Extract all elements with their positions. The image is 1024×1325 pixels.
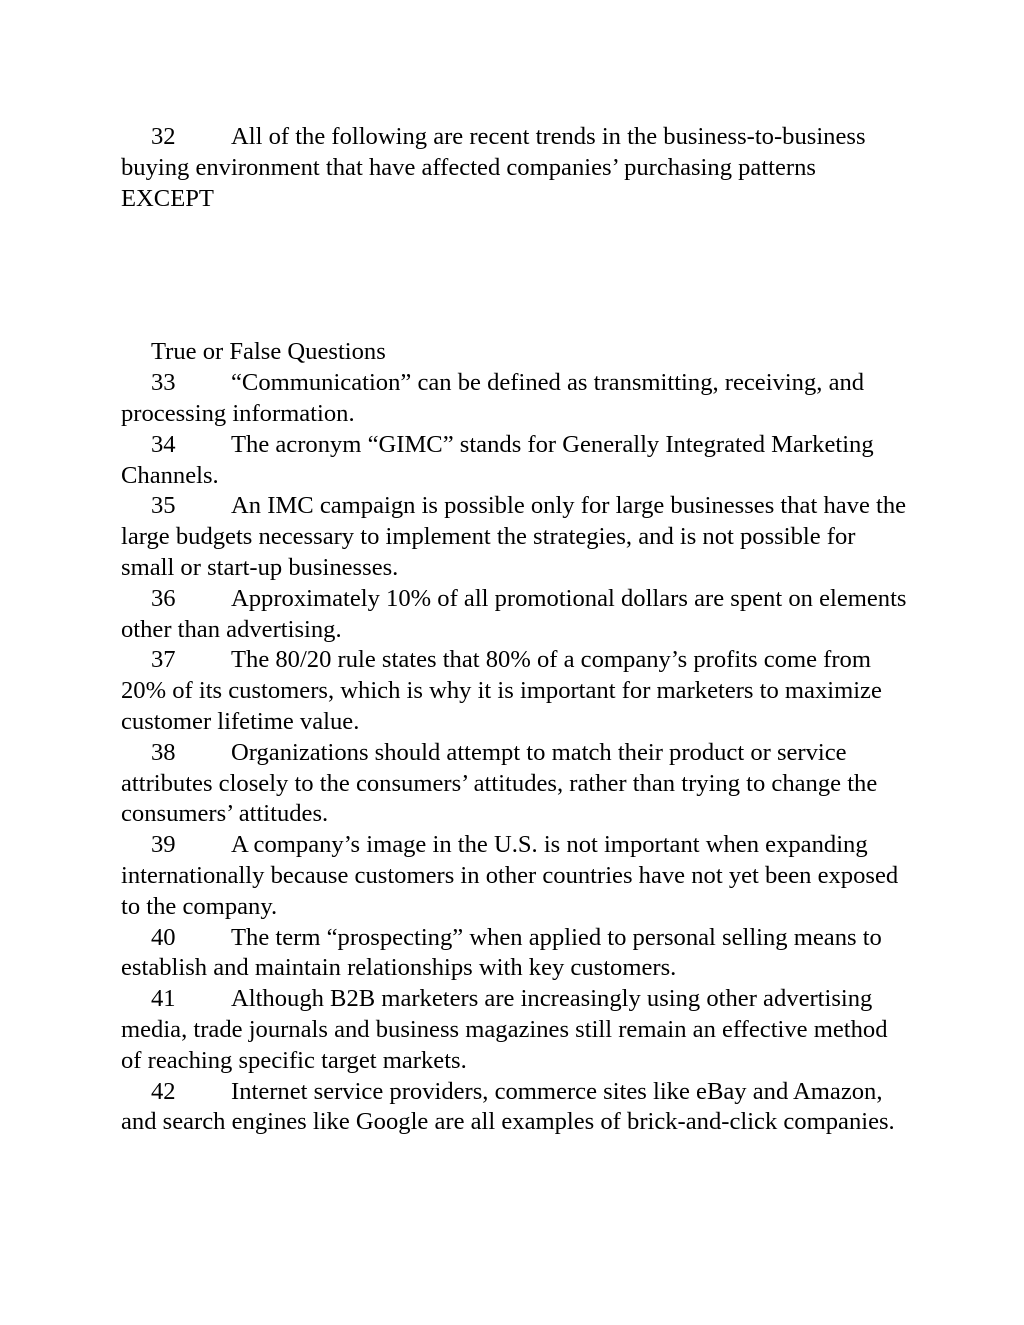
question-text: Although B2B marketers are increasingly using other advertising media, trade journals and business magazines still remain an effective method of reaching specific target markets. <box>121 985 888 1074</box>
question-text: The acronym “GIMC” stands for Generally Integrated Marketing Channels. <box>121 430 874 489</box>
question-32 <box>121 122 911 214</box>
question-number: 36 <box>151 584 176 612</box>
true-false-question-list <box>121 368 911 1138</box>
question-37 <box>121 645 911 737</box>
question-number: 42 <box>151 1077 176 1105</box>
question-35 <box>121 491 911 583</box>
question-number: 39 <box>151 831 176 859</box>
section-heading: True or False Questions <box>151 338 386 366</box>
question-36 <box>121 584 911 646</box>
question-40 <box>121 923 911 985</box>
question-text: An IMC campaign is possible only for large businesses that have the large budgets necessary to implement the strategies, and is not possible for small or start-up businesses. <box>121 492 907 581</box>
question-text: A company’s image in the U.S. is not important when expanding internationally because customers in other countries have not yet been exposed to the company. <box>121 831 899 920</box>
question-text: “Communication” can be defined as transmitting, receiving, and processing information. <box>121 369 865 427</box>
question-33 <box>121 368 911 430</box>
question-number: 38 <box>151 738 176 766</box>
question-42 <box>121 1077 911 1139</box>
question-number: 34 <box>151 430 176 458</box>
question-number: 40 <box>151 923 176 951</box>
question-41 <box>121 984 911 1076</box>
question-39 <box>121 830 911 922</box>
question-text: Approximately 10% of all promotional dollars are spent on elements other than advertising. <box>121 584 907 643</box>
question-text: All of the following are recent trends in the business-to-business buying environment that have affected companies’ purchasing patterns EXCEPT <box>121 123 866 212</box>
question-text: The 80/20 rule states that 80% of a company’s profits come from 20% of its customers, which is why it is important for marketers to maximize customer lifetime value. <box>121 646 882 735</box>
question-text: The term “prospecting” when applied to personal selling means to establish and maintain relationships with key customers. <box>121 923 882 982</box>
question-text: Internet service providers, commerce sites like eBay and Amazon, and search engines like Google are all examples of brick-and-click companies. <box>121 1077 895 1136</box>
question-number: 33 <box>151 369 176 397</box>
question-number: 37 <box>151 646 176 674</box>
question-34 <box>121 430 911 492</box>
question-number: 32 <box>151 123 176 150</box>
blank-space <box>121 214 911 337</box>
question-number: 41 <box>151 985 176 1013</box>
question-number: 35 <box>151 492 176 520</box>
question-38 <box>121 738 911 830</box>
document-page <box>121 122 911 1138</box>
question-text: Organizations should attempt to match their product or service attributes closely to the consumers’ attitudes, rather than trying to change the consumers’ attitudes. <box>121 738 878 828</box>
